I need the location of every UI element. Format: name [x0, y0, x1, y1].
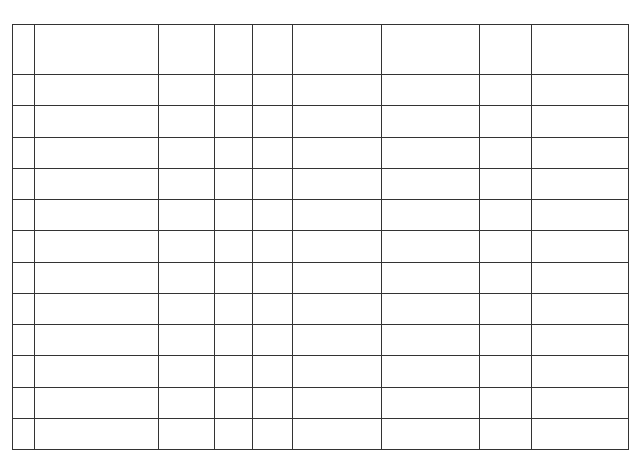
header-cell: [13, 25, 35, 75]
table-row: [13, 137, 629, 168]
table-row: [13, 356, 629, 387]
table-row: [13, 75, 629, 106]
table-header-row: [13, 25, 629, 75]
table-row: [13, 231, 629, 262]
table-row: [13, 418, 629, 449]
table-row: [13, 200, 629, 231]
table-row: [13, 262, 629, 293]
header-cell: [480, 25, 532, 75]
table-row: [13, 387, 629, 418]
header-cell: [532, 25, 629, 75]
header-cell: [35, 25, 159, 75]
table-row: [13, 293, 629, 324]
header-cell: [253, 25, 293, 75]
header-cell: [293, 25, 382, 75]
header-cell: [159, 25, 215, 75]
table-row: [13, 325, 629, 356]
table-row: [13, 168, 629, 199]
procurement-table: [12, 24, 629, 450]
header-cell: [382, 25, 480, 75]
header-cell: [215, 25, 253, 75]
table-row: [13, 106, 629, 137]
